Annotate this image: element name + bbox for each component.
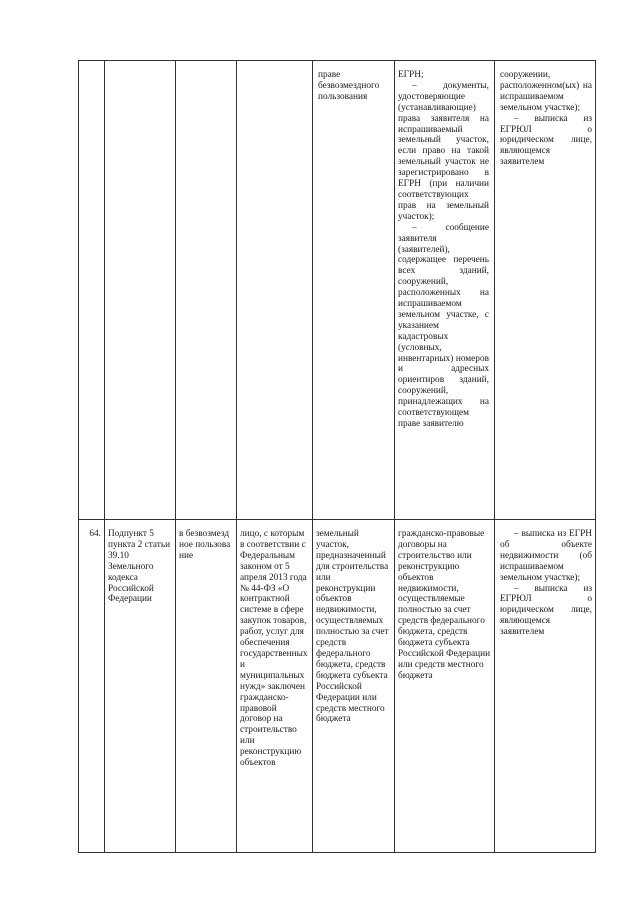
prev-row-right-basis: праве безвозмездного пользования [318, 70, 380, 102]
row-divider [78, 519, 596, 520]
row-extra-docs [500, 529, 592, 638]
column-divider [394, 60, 395, 853]
extra-doc-line: – выписка из ЕГРЮЛ о юридическом лице, являющемся заявителем [500, 583, 592, 638]
prev-extra-line: сооружении, расположенном(ых) на испрашиваемом земельном участке); [500, 70, 592, 113]
prev-extra-line: – выписка из ЕГРЮЛ о юридическом лице, являющемся заявителем [500, 113, 592, 168]
row-documents: гражданско-правовые договоры на строительство или реконструкцию объектов недвижимости, осуществляемые полностью за счет средств федерального бюджета, средств бюджета субъекта Российской Федерации или средств местного бюджета [398, 529, 491, 681]
row-land-plot: земельный участок, предназначенный для строительства или реконструкции объектов недвижимости, осуществляемых полностью за счет средств федерального бюджета, средств бюджета субъекта Российской Федерации или средств местного бюджета [316, 529, 389, 725]
table-border-top [78, 60, 596, 61]
column-divider [236, 60, 237, 853]
table-border-left [78, 60, 79, 853]
column-divider [104, 60, 105, 853]
column-divider [312, 60, 313, 853]
documents-table [78, 60, 596, 853]
prev-doc-line: ЕГРН; [398, 70, 424, 80]
row-applicant: лицо, с которым в соответствии с Федеральным законом от 5 апреля 2013 года № 44-ФЗ «О контрактной системе в сфере закупок товаров, работ, услуг для обеспечения государственных и муниципальных нужд» заключен гражданско-правовой договор на строительство или реконструкцию объектов [240, 529, 308, 769]
prev-row-extra-docs [500, 70, 592, 168]
row-number: 64. [89, 529, 101, 539]
extra-doc-line: – выписка из ЕГРН об объекте недвижимости (об испрашиваемом земельном участке); [500, 529, 592, 583]
row-right-type: в безвозмездное пользование [179, 529, 231, 561]
column-divider [494, 60, 495, 853]
table-border-bottom [78, 852, 596, 853]
column-divider [175, 60, 176, 853]
prev-row-documents [398, 70, 489, 430]
prev-doc-line: – документы, удостоверяющие (устанавливающие) права заявителя на испрашиваемый земельный участок, если право на такой земельный участок не зарегистрировано в ЕГРН (при наличии соответствующих прав на земельный участок); [398, 80, 489, 222]
prev-doc-line: – сообщение заявителя (заявителей), содержащее перечень всех зданий, сооружений, расположенных на испрашиваемом земельном участке, с указанием кадастровых (условных, инвентарных) номеров и адресных ориентиров зданий, сооружений, принадлежащих на соответствующем праве заявителю [398, 222, 489, 429]
row-legal-basis: Подпункт 5 пункта 2 статьи 39.10 Земельного кодекса Российской Федерации [108, 529, 171, 605]
table-border-right [595, 60, 596, 853]
